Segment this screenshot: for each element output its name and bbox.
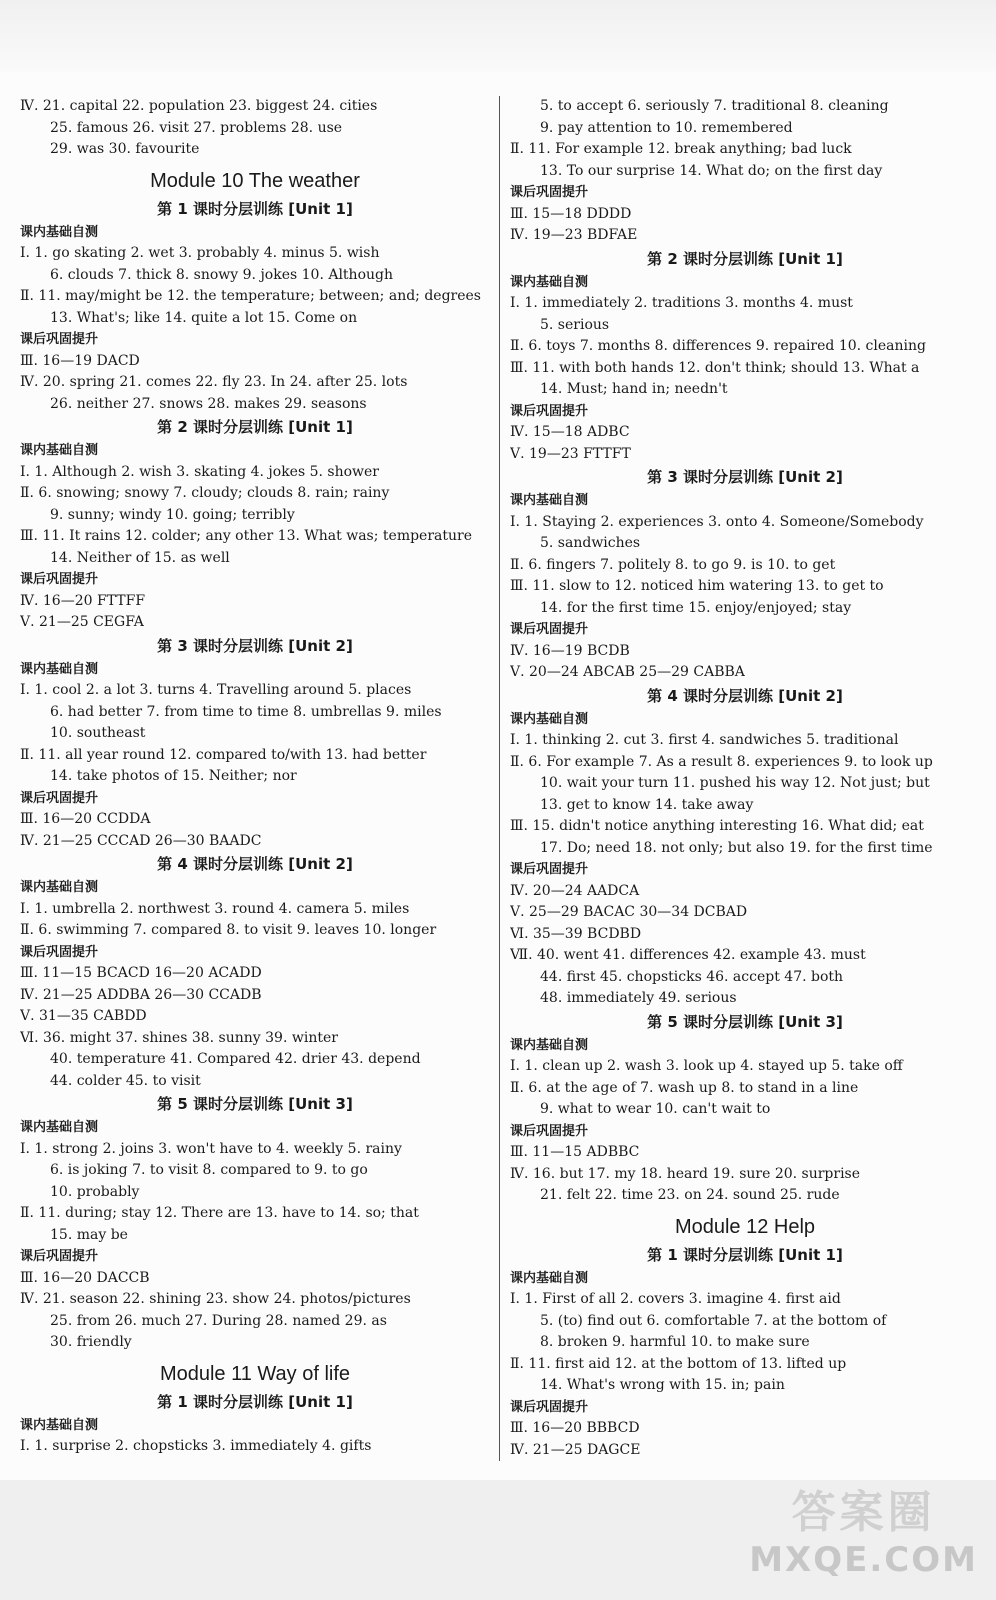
answer-continuation: 26. neither 27. snows 28. makes 29. seasons [50,395,367,412]
answer-continuation: 21. felt 22. time 23. on 24. sound 25. rude [540,1187,840,1203]
answer-line: Ⅰ. 1. strong 2. joins 3. won't have to 4. weekly 5. rainy [20,1140,402,1157]
lesson-heading: 第 4 课时分层训练 [Unit 2] [647,686,843,705]
section-label: 课内基础自测 [20,1120,99,1135]
answer-line: Ⅳ. 21. capital 22. population 23. biggest 24. cities [20,98,378,114]
lesson-heading: 第 4 课时分层训练 [Unit 2] [157,855,353,873]
answer-line: Ⅰ. 1. clean up 2. wash 3. look up 4. stayed up 5. take off [510,1058,903,1074]
answer-line: Ⅲ. 16—20 CCDDA [20,811,151,827]
answer-line: Ⅲ. 11. with both hands 12. don't think; should 13. What a [510,359,920,376]
answer-line: Ⅱ. 6. at the age of 7. wash up 8. to stand in a line [510,1079,859,1096]
section-label: 课内基础自测 [510,1037,589,1053]
answer-continuation: 6. is joking 7. to visit 8. compared to 9. to go [50,1162,368,1178]
answer-line: Ⅲ. 16—20 BBBCD [510,1420,640,1436]
answer-line: Ⅱ. 11. first aid 12. at the bottom of 13. lifted up [510,1355,847,1372]
answer-line: Ⅲ. 15. didn't notice anything interesting 16. What did; eat [510,818,924,834]
answer-line: Ⅱ. 6. snowing; snowy 7. cloudy; clouds 8. rain; rainy [20,485,390,501]
answer-line: Ⅰ. 1. First of all 2. covers 3. imagine 4. first aid [510,1291,841,1307]
page-footer [0,1480,996,1600]
lesson-heading: 第 2 课时分层训练 [Unit 1] [647,249,843,268]
answer-continuation: 10. southeast [50,725,146,741]
answer-line: Ⅲ. 11. It rains 12. colder; any other 13. What was; temperature [20,528,472,544]
answer-continuation: 15. may be [50,1226,128,1243]
answer-line: Ⅰ. 1. Staying 2. experiences 3. onto 4. Someone/Somebody [510,513,924,530]
answer-line: Ⅲ. 11. slow to 12. noticed him watering 13. to get to [510,578,884,594]
answer-line: Ⅱ. 6. For example 7. As a result 8. experiences 9. to look up [510,753,933,770]
section-label: 课后巩固提升 [20,790,99,806]
answer-line: Ⅱ. 11. during; stay 12. There are 13. have to 14. so; that [20,1205,419,1221]
page-top-band [0,0,996,72]
answer-line: Ⅳ. 16—19 BCDB [510,642,630,659]
answer-line: Ⅴ. 20—24 ABCAB 25—29 CABBA [510,664,745,680]
answer-continuation: 5. (to) find out 6. comfortable 7. at the bottom of [540,1312,887,1329]
answer-line: Ⅳ. 21—25 CCCAD 26—30 BAADC [20,832,262,849]
answer-continuation: 5. sandwiches [540,535,641,551]
answer-continuation: 9. sunny; windy 10. going; terribly [50,506,295,523]
answer-continuation: 14. What's wrong with 15. in; pain [540,1377,785,1393]
answer-line: Ⅴ. 19—23 FTTFT [510,445,631,462]
answer-line: Ⅲ. 16—20 DACCB [20,1269,150,1286]
section-label: 课内基础自测 [20,880,99,895]
answer-continuation: 10. probably [50,1183,140,1200]
section-label: 课后巩固提升 [510,1399,589,1415]
answer-line: Ⅵ. 36. might 37. shines 38. sunny 39. winter [20,1029,338,1046]
left-column [20,96,490,1458]
lesson-heading: 第 3 课时分层训练 [Unit 2] [647,468,843,486]
answer-continuation: 5. to accept 6. seriously 7. traditional 8. cleaning [540,98,889,114]
answer-line: Ⅳ. 21—25 DAGCE [510,1441,641,1458]
answer-line: Ⅱ. 11. For example 12. break anything; bad luck [510,141,852,157]
answer-line: Ⅳ. 20—24 AADCA [510,882,640,899]
lesson-heading: 第 1 课时分层训练 [Unit 1] [157,1392,353,1411]
right-column [510,96,980,1461]
answer-line: Ⅲ. 15—18 DDDD [510,205,632,222]
answer-line: Ⅱ. 11. may/might be 12. the temperature; between; and; degrees [20,288,481,304]
section-label: 课内基础自测 [20,224,99,240]
answer-continuation: 5. serious [540,316,610,333]
answer-line: Ⅳ. 20. spring 21. comes 22. fly 23. In 24. after 25. lots [20,374,408,390]
answer-continuation: 14. Neither of 15. as well [50,549,230,566]
answer-continuation: 9. what to wear 10. can't wait to [540,1101,771,1117]
answer-line: Ⅰ. 1. go skating 2. wet 3. probably 4. minus 5. wish [20,245,380,261]
answer-line: Ⅲ. 11—15 ADBBC [510,1144,640,1160]
section-label: 课后巩固提升 [510,185,589,200]
answer-continuation: 10. wait your turn 11. pushed his way 12. Not just; but [540,775,930,791]
section-label: 课后巩固提升 [20,572,99,587]
module-heading: Module 12 Help [674,1215,816,1238]
answer-line: Ⅳ. 16. but 17. my 18. heard 19. sure 20. surprise [510,1165,861,1182]
column-divider [499,96,500,1461]
section-label: 课后巩固提升 [510,1123,589,1139]
section-label: 课后巩固提升 [20,1249,99,1264]
answer-line: Ⅴ. 31—35 CABDD [20,1008,147,1024]
module-heading: Module 10 The weather [150,169,360,192]
watermark-cn: 答案圈 [791,1487,936,1538]
answer-continuation: 13. What's; like 14. quite a lot 15. Come on [50,309,358,326]
answer-line: Ⅳ. 21. season 22. shining 23. show 24. photos/pictures [20,1291,411,1307]
answer-line: Ⅰ. 1. Although 2. wish 3. skating 4. jokes 5. shower [20,463,379,480]
answer-line: Ⅴ. 21—25 CEGFA [20,614,144,630]
answer-line: Ⅱ. 6. toys 7. months 8. differences 9. repaired 10. cleaning [510,338,926,354]
lesson-heading: 第 3 课时分层训练 [Unit 2] [157,636,353,655]
lesson-heading: 第 2 课时分层训练 [Unit 1] [157,418,353,436]
section-label: 课后巩固提升 [20,944,99,960]
section-label: 课内基础自测 [20,661,99,677]
lesson-heading: 第 1 课时分层训练 [Unit 1] [157,199,353,218]
section-label: 课内基础自测 [510,711,589,727]
lesson-heading: 第 1 课时分层训练 [Unit 1] [647,1245,843,1264]
answer-continuation: 9. pay attention to 10. remembered [540,119,793,136]
answer-continuation: 14. Must; hand in; needn't [540,381,728,397]
answer-line: Ⅶ. 40. went 41. differences 42. example 43. must [510,947,866,963]
lesson-heading: 第 5 课时分层训练 [Unit 3] [157,1095,353,1113]
answer-line: Ⅱ. 6. fingers 7. politely 8. to go 9. is 10. to get [510,556,836,573]
answer-line: Ⅰ. 1. surprise 2. chopsticks 3. immediately 4. gifts [20,1438,372,1454]
answer-continuation: 48. immediately 49. serious [540,990,737,1006]
answer-continuation: 25. famous 26. visit 27. problems 28. use [50,119,343,136]
answer-continuation: 44. first 45. chopsticks 46. accept 47. both [540,968,844,985]
answer-line: Ⅵ. 35—39 BCDBD [510,925,642,942]
section-label: 课内基础自测 [510,1270,589,1286]
answer-line: Ⅴ. 25—29 BACAC 30—34 DCBAD [510,904,748,920]
answer-line: Ⅳ. 15—18 ADBC [510,424,630,440]
watermark-logo [749,1476,978,1580]
section-label: 课后巩固提升 [510,403,589,419]
answer-line: Ⅲ. 11—15 BCACD 16—20 ACADD [20,965,262,981]
answer-line: Ⅰ. 1. umbrella 2. northwest 3. round 4. camera 5. miles [20,900,410,917]
answer-continuation: 13. To our surprise 14. What do; on the first day [540,162,883,179]
section-label: 课后巩固提升 [510,862,589,877]
answer-line: Ⅳ. 21—25 ADDBA 26—30 CCADB [20,986,262,1003]
answer-continuation: 30. friendly [50,1334,132,1350]
answer-continuation: 6. clouds 7. thick 8. snowy 9. jokes 10. Although [50,266,393,283]
answer-continuation: 44. colder 45. to visit [50,1072,201,1089]
answer-continuation: 14. take photos of 15. Neither; nor [50,768,297,784]
answer-continuation: 8. broken 9. harmful 10. to make sure [540,1334,810,1350]
answer-continuation: 14. for the first time 15. enjoy/enjoyed; stay [540,599,852,616]
answer-line: Ⅲ. 16—19 DACD [20,352,140,369]
section-label: 课内基础自测 [20,443,99,458]
module-heading: Module 11 Way of life [159,1362,351,1385]
answer-line: Ⅱ. 6. swimming 7. compared 8. to visit 9. leaves 10. longer [20,922,437,938]
answer-continuation: 17. Do; need 18. not only; but also 19. for the first time [540,839,933,856]
answer-line: Ⅱ. 11. all year round 12. compared to/with 13. had better [20,746,427,763]
answer-continuation: 29. was 30. favourite [50,141,200,157]
answer-line: Ⅳ. 19—23 BDFAE [510,227,638,243]
lesson-heading: 第 5 课时分层训练 [Unit 3] [647,1012,843,1031]
section-label: 课内基础自测 [20,1417,99,1433]
answer-line: Ⅰ. 1. immediately 2. traditions 3. months 4. must [510,295,853,311]
answer-continuation: 40. temperature 41. Compared 42. drier 43. depend [50,1051,421,1067]
answer-continuation: 6. had better 7. from time to time 8. umbrellas 9. miles [50,703,442,720]
answer-line: Ⅰ. 1. cool 2. a lot 3. turns 4. Travelling around 5. places [20,682,412,698]
watermark-en: MXQE.COM [749,1540,978,1580]
answer-line: Ⅳ. 16—20 FTTFF [20,592,146,609]
section-label: 课后巩固提升 [510,622,589,637]
answer-line: Ⅰ. 1. thinking 2. cut 3. first 4. sandwiches 5. traditional [510,732,899,748]
answer-continuation: 13. get to know 14. take away [540,796,754,813]
section-label: 课内基础自测 [510,493,589,508]
section-label: 课内基础自测 [510,274,589,290]
answer-continuation: 25. from 26. much 27. During 28. named 29. as [50,1312,387,1329]
section-label: 课后巩固提升 [20,332,99,347]
